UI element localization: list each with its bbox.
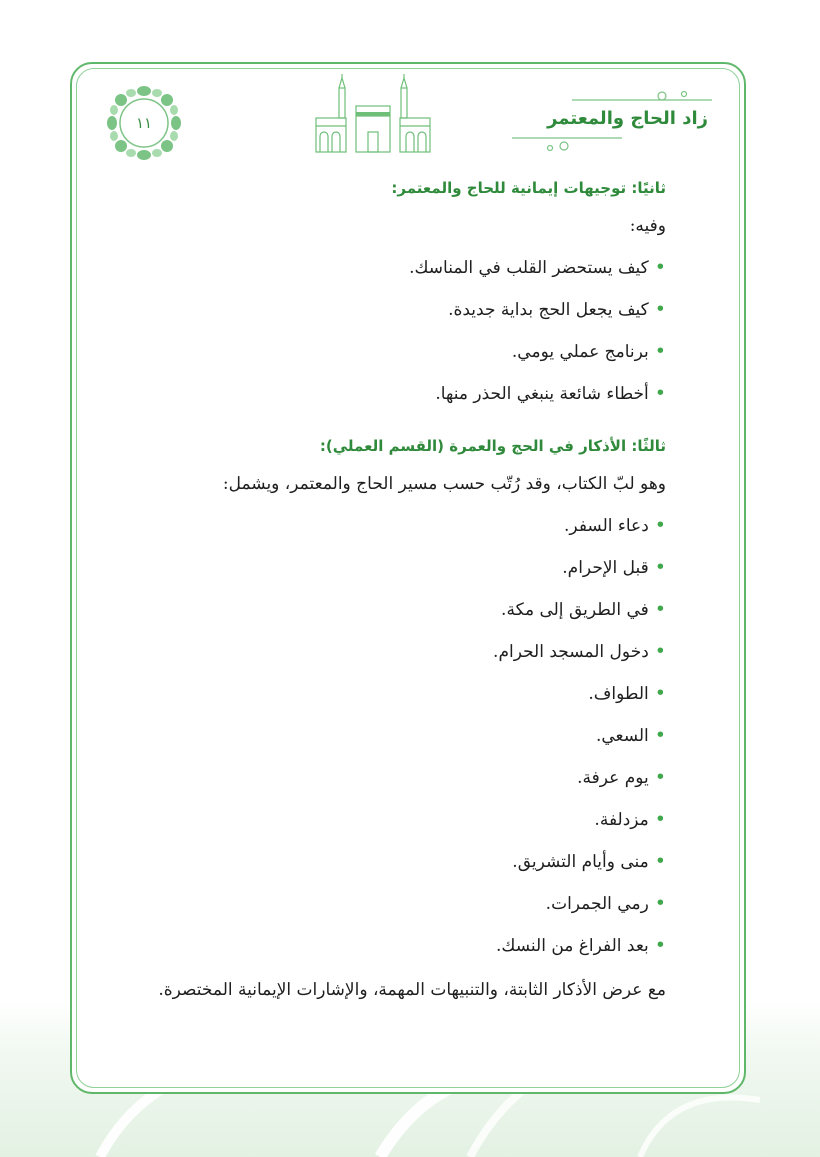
- list-item: • يوم عرفة.: [110, 756, 666, 798]
- book-title: زاد الحاج والمعتمر: [547, 108, 708, 129]
- list-item: • بعد الفراغ من النسك.: [110, 924, 666, 966]
- closing-paragraph: مع عرض الأذكار الثابتة، والتنبيهات المهمة، والإشارات الإيمانية المختصرة.: [158, 980, 666, 1000]
- page-content: [110, 170, 666, 1014]
- page-number: ١١: [135, 114, 153, 132]
- iman-guidance-list: [110, 246, 666, 414]
- section-heading-adhkar: ثالثًا: الأذكار في الحج والعمرة (القسم العملي):: [319, 437, 666, 455]
- list-item: • قبل الإحرام.: [110, 546, 666, 588]
- list-item: • الطواف.: [110, 672, 666, 714]
- list-item: • كيف يجعل الحج بداية جديدة.: [110, 288, 666, 330]
- adhkar-list: [110, 504, 666, 966]
- section-gap: [110, 414, 666, 428]
- list-item: • في الطريق إلى مكة.: [110, 588, 666, 630]
- list-item: • مزدلفة.: [110, 798, 666, 840]
- list-item: • كيف يستحضر القلب في المناسك.: [110, 246, 666, 288]
- list-item: • أخطاء شائعة ينبغي الحذر منها.: [110, 372, 666, 414]
- list-item: • منى وأيام التشريق.: [110, 840, 666, 882]
- list-item: • السعي.: [110, 714, 666, 756]
- list-item: • رمي الجمرات.: [110, 882, 666, 924]
- list-item: • دعاء السفر.: [110, 504, 666, 546]
- section-intro: وفيه:: [629, 216, 666, 236]
- section-heading-iman-guidance: ثانيًا: توجيهات إيمانية للحاج والمعتمر:: [391, 179, 666, 197]
- section-intro: وهو لبّ الكتاب، وقد رُتّب حسب مسير الحاج والمعتمر، ويشمل:: [222, 474, 666, 494]
- list-item: • دخول المسجد الحرام.: [110, 630, 666, 672]
- list-item: • برنامج عملي يومي.: [110, 330, 666, 372]
- kaaba-mosque-icon: [312, 74, 434, 156]
